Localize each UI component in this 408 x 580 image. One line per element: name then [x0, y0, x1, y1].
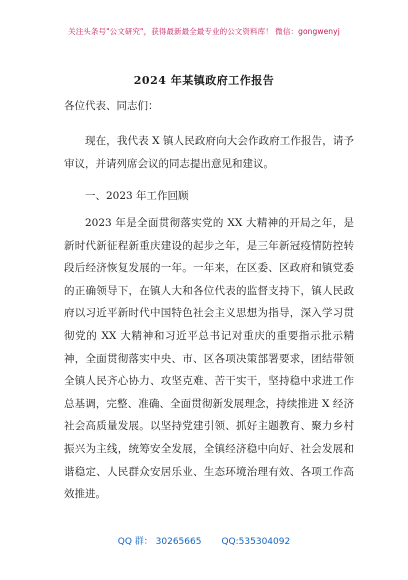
intro-paragraph: 现在，我代表 X 镇人民政府向大会作政府工作报告，请予审议，并请列席会议的同志提出意见和建议。 — [64, 135, 354, 170]
document-title: 2024 年某镇政府工作报告 — [133, 74, 275, 87]
body-paragraph: 2023 年是全面贯彻落实党的 XX 大精神的开局之年，是新时代新征程新重庆建设的起步之年，是三年新冠疫情防控转段后经济恢复发展的一年。一年来，在区委、区政府和镇党委的正确领导下，在镇人大和各位代表的监督支持下，镇人民政府以习近平新时代中国特色社会主义思想为指导，深入学习贯彻党的 XX 大精神和习近平总书记对重庆的重要指示批示精神，全面贯彻落实中央、市、区各项决策部署要求，团结带领全镇人民齐心协力、攻坚克难、苦干实干，坚持稳中求进工作总基调，完整、准确、全面贯彻新发展理念，持续推进 X 经济社会高质量发展。以坚持党建引领、抓好主题教育、聚力乡村振兴为主线，统筹安全发展，全镇经济稳中向好、社会发展和谐稳定、人民群众安居乐业、生态环境治理有效、各项工作高效推进。 — [64, 217, 354, 501]
qq-group-number: QQ 群： 30265665 — [117, 537, 202, 547]
salutation: 各位代表、同志们： — [64, 100, 159, 112]
footer-contact — [0, 534, 408, 547]
promo-banner: 关注头条号"公文研究"，获得最新最全最专业的公文资料库！ 微信：gongwenyj — [68, 27, 340, 36]
qq-contact-number: QQ:535304092 — [221, 537, 291, 547]
section-heading: 一、2023 年工作回顾 — [85, 190, 189, 202]
